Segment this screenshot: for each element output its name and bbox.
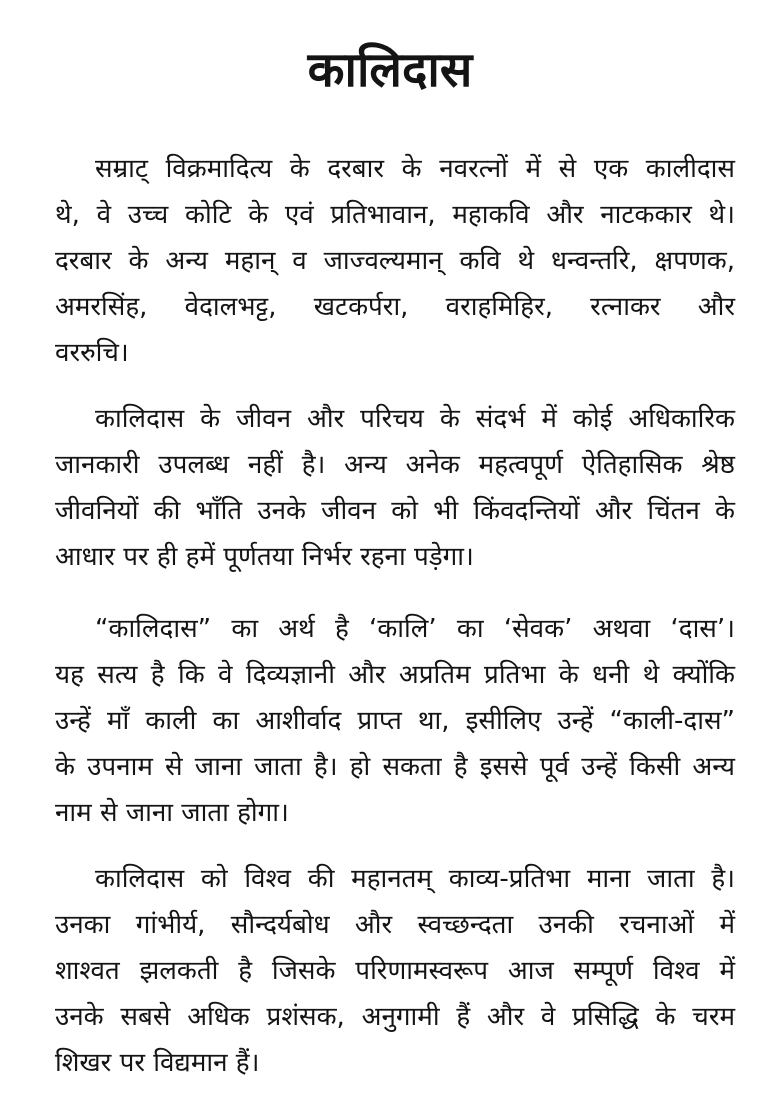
paragraph-2 [55,396,735,580]
paragraph-line: वररुचि। [55,338,129,368]
paragraph-line: जीवनियों की भाँति उनके जीवन को भी किंवदन्तियों और चिंतन के [55,496,735,526]
paragraph-line: अमरसिंह, वेदालभट्ट, खटकर्परा, वराहमिहिर, रत्नाकर और [55,292,735,322]
paragraph-line: शाश्वत झलकती है जिसके परिणामस्वरूप आज सम्पूर्ण विश्व में [55,956,735,986]
paragraph-4 [55,856,735,1086]
paragraph-line: कालिदास के जीवन और परिचय के संदर्भ में कोई अधिकारिक [95,404,735,434]
paragraph-line: जानकारी उपलब्ध नहीं है। अन्य अनेक महत्वपूर्ण ऐतिहासिक श्रेष्ठ [55,450,735,480]
paragraph-line: शिखर पर विद्यमान हैं। [55,1048,260,1078]
paragraph-3 [55,606,735,836]
paragraph-line: “कालिदास” का अर्थ है ‘कालि’ का ‘सेवक’ अथवा ‘दास’। [95,614,735,644]
paragraph-line: कालिदास को विश्व की महानतम् काव्य-प्रतिभा माना जाता है। [95,864,735,894]
paragraph-line: दरबार के अन्य महान् व जाज्वल्यमान् कवि थे धन्वन्तरि, क्षपणक, [55,246,735,276]
paragraph-line: उन्हें माँ काली का आशीर्वाद प्राप्त था, इसीलिए उन्हें “काली-दास” [55,706,735,736]
paragraph-line: उनके सबसे अधिक प्रशंसक, अनुगामी हैं और वे प्रसिद्धि के चरम [55,1002,735,1032]
paragraph-line: आधार पर ही हमें पूर्णतया निर्भर रहना पड़ेगा। [55,542,474,572]
page-title: कालिदास [307,42,473,98]
paragraph-line: के उपनाम से जाना जाता है। हो सकता है इससे पूर्व उन्हें किसी अन्य [55,752,735,782]
paragraph-1 [55,146,735,376]
paragraph-line: थे, वे उच्च कोटि के एवं प्रतिभावान, महाकवि और नाटककार थे। [55,200,735,230]
paragraph-line: सम्राट् विक्रमादित्य के दरबार के नवरत्नों में से एक कालीदास [95,154,735,184]
paragraph-line: उनका गांभीर्य, सौन्दर्यबोध और स्वच्छन्दता उनकी रचनाओं में [55,910,735,940]
paragraph-line: नाम से जाना जाता होगा। [55,798,289,828]
paragraph-line: यह सत्य है कि वे दिव्यज्ञानी और अप्रतिम प्रतिभा के धनी थे क्योंकि [55,660,735,690]
